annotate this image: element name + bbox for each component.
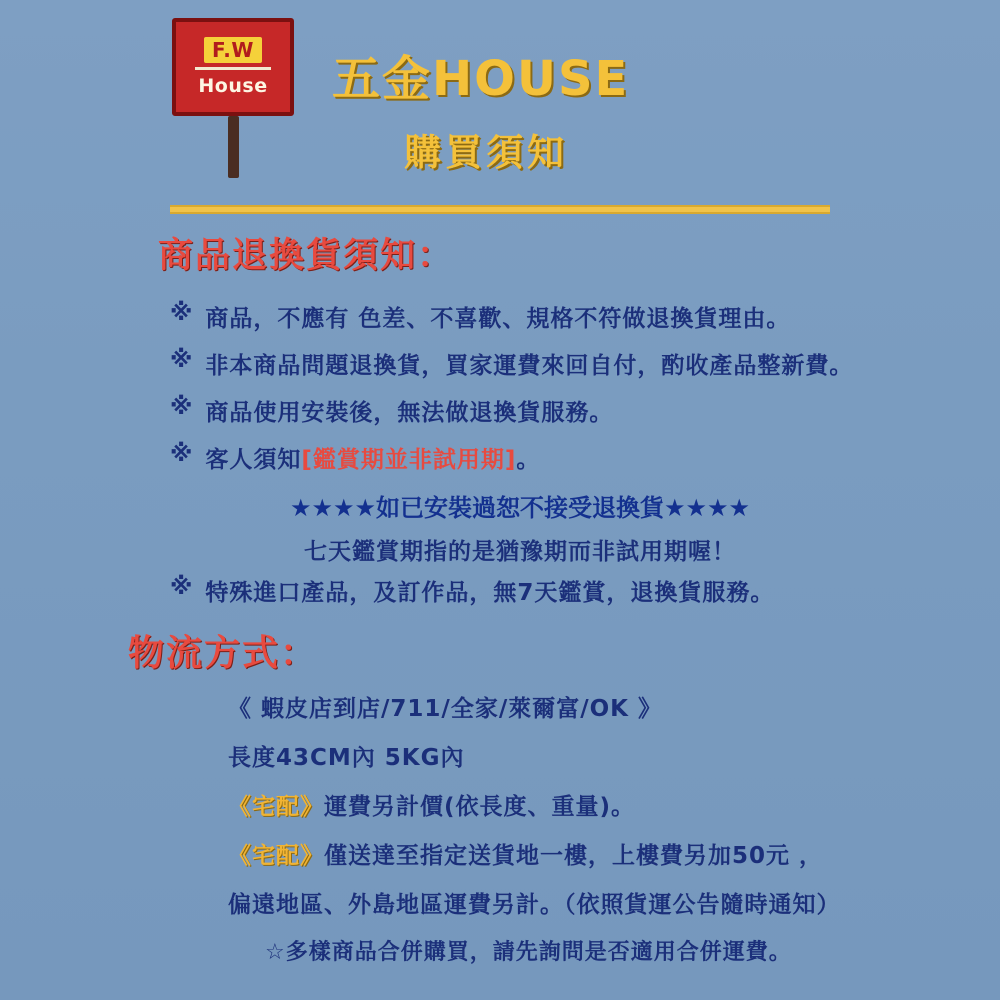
logistics-size-limit: 長度43CM內 5KG內 <box>228 745 465 771</box>
star-warning-line <box>100 488 940 523</box>
logistics-section-title: 物流方式： <box>128 633 319 674</box>
bullet-icon: ※ <box>170 574 194 600</box>
list-item-notice <box>170 441 940 474</box>
sign-post <box>228 116 239 178</box>
list-item <box>170 347 940 380</box>
list-item-text: 非本商品問題退換貨，買家運費來回自付，酌收產品整新費。 <box>205 353 854 379</box>
home-delivery-floor-text: 僅送達至指定送貨地一樓，上樓費另加50元 ， <box>324 843 824 869</box>
main-content <box>0 228 1000 982</box>
logistics-remote-area: 偏遠地區、外島地區運費另計。（依照貨運公告隨時通知） <box>228 892 841 918</box>
notice-prefix: 客人須知 <box>205 447 302 473</box>
bullet-icon: ※ <box>170 394 194 420</box>
sign-divider <box>195 67 271 70</box>
logistics-combine-note: ☆多樣商品合併購買，請先詢問是否適用合併運費。 <box>265 940 792 965</box>
bullet-icon: ※ <box>170 441 194 467</box>
home-delivery-fee-text: 運費另計價(依長度、重量)。 <box>324 794 636 820</box>
logistics-home-delivery-fee <box>228 788 940 821</box>
sign-text-fw: F.W <box>204 37 262 63</box>
header-divider <box>170 205 830 214</box>
sign-text-house: House <box>198 75 268 97</box>
shop-sign-logo <box>172 18 294 116</box>
logistics-store-options: 《 蝦皮店到店/711/全家/萊爾富/OK 》 <box>228 696 663 722</box>
home-delivery-tag: 《宅配》 <box>228 843 324 869</box>
brand-title: 五金HOUSE <box>332 51 630 107</box>
star-warning-text: ★★★★如已安裝過恕不接受退換貨★★★★ <box>289 494 751 522</box>
notice-highlight: [鑑賞期並非試用期] <box>301 447 517 473</box>
star-note-line: 七天鑑賞期指的是猶豫期而非試用期喔！ <box>304 539 736 565</box>
home-delivery-tag: 《宅配》 <box>228 794 324 820</box>
logistics-home-delivery-floor <box>228 837 940 870</box>
header <box>0 0 1000 200</box>
list-item <box>170 574 940 607</box>
notice-suffix: 。 <box>516 447 541 473</box>
page-subtitle: 購買須知 <box>404 131 568 174</box>
list-item-text: 商品，不應有 色差、不喜歡、規格不符做退換貨理由。 <box>205 306 791 332</box>
list-item <box>170 300 940 333</box>
bullet-icon: ※ <box>170 347 194 373</box>
list-item-text: 特殊進口產品，及訂作品，無7天鑑賞，退換貨服務。 <box>205 580 775 606</box>
list-item <box>170 394 940 427</box>
returns-section-title: 商品退換貨須知： <box>158 236 455 276</box>
list-item-text: 商品使用安裝後，無法做退換貨服務。 <box>205 400 614 426</box>
bullet-icon: ※ <box>170 300 194 326</box>
